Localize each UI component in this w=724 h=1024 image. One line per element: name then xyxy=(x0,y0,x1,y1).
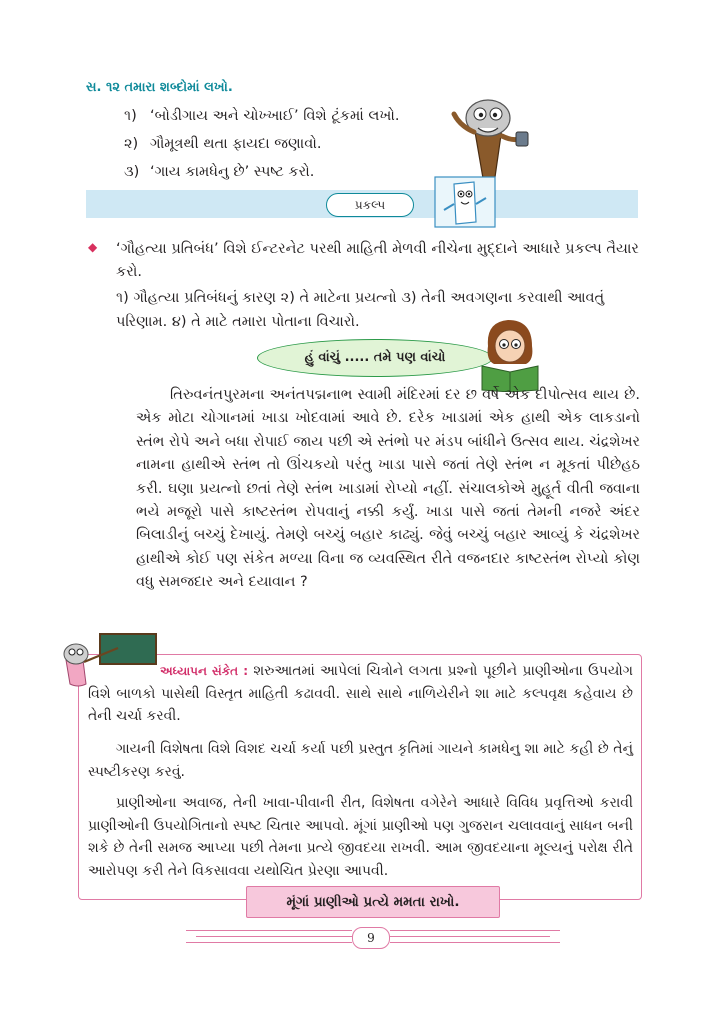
teacher-note-text: શરુઆતમાં આપેલાં ચિત્રોને લગતા પ્રશ્નો પૂછીને પ્રાણીઓના ઉપયોગ વિશે બાળકો પાસેથી વિસ્તૃત માહિતી કઢાવવી. સાથે સાથે નાળિયેરીને શા માટે કલ્પવૃક્ષ કહેવાય છે તેની ચર્ચા કરવી. xyxy=(88,663,634,725)
teacher-note-paragraph: પ્રાણીઓના અવાજ, તેની ખાવા-પીવાની રીત, વિશેષતા વગેરેને આધારે વિવિધ પ્રવૃત્તિઓ કરાવી પ્રાણીઓની ઉપયોગિતાનો સ્પષ્ટ ચિતાર આપવો. મૂંગાં પ્રાણીઓ પણ ગુજરાન ચલાવવાનું સાધન બની શકે છે તેની સમજ આપ્યા પછી તેમના પ્રત્યે જીવદયા રાખવી. આમ જીવદયાના મૂલ્યનું પરોક્ષ રીતે આરોપણ કરી તેને વિકસાવવા યથોચિત પ્રેરણા આપવી. xyxy=(88,795,633,879)
project-label: પ્રકલ્પ xyxy=(326,193,414,217)
teacher-note-label: અધ્યાપન સંકેત : xyxy=(160,664,249,678)
footer-rule xyxy=(390,936,550,937)
question-number: ૧) xyxy=(124,108,137,124)
diamond-bullet-icon: ◆ xyxy=(88,240,98,254)
paper-mascot-illustration xyxy=(434,176,496,228)
question-number: ૨) xyxy=(124,136,139,152)
question-text: ‘ગાય કામધેનુ છે’ સ્પષ્ટ કરો. xyxy=(150,164,315,180)
footer-rule xyxy=(186,930,352,931)
page-number: 9 xyxy=(352,927,390,949)
reading-banner: હું વાંચું ..... તમે પણ વાંચો xyxy=(257,339,493,377)
teacher-note-paragraph: ગાયની વિશેષતા વિશે વિશદ ચર્ચા કર્યા પછી પ્રસ્તુત કૃતિમાં ગાયને કામધેનુ શા માટે કહી છે તેનું સ્પષ્ટીકરણ કરવું. xyxy=(88,741,633,780)
question-item xyxy=(124,136,321,152)
footer-rule xyxy=(390,930,560,931)
question-item xyxy=(124,164,314,180)
story-text: તિરુવનંતપુરમના અનંતપદ્મનાભ સ્વામી મંદિરમાં દર છ વર્ષે એક દીપોત્સવ થાય છે. એક મોટા ચોગાનમાં ખાડા ખોદવામાં આવે છે. દરેક ખાડામાં એક હાથી એક લાકડાનો સ્તંભ રોપે અને બધા રોપાઈ જાય પછી એ સ્તંભો પર મંડપ બાંધીને ઉત્સવ થાય. ચંદ્રશેખર નામના હાથીએ સ્તંભ તો ઊંચકયો પરંતુ ખાડા પાસે જતાં તેણે સ્તંભ ન મૂકતાં પીછેહઠ કરી. ઘણા પ્રયત્નો છતાં તેણે સ્તંભ ખાડામાં રોપ્યો નહીં. સંચાલકોએ મુહૂર્ત વીતી જવાના ભયે મજૂરો પાસે કાષ્ટસ્તંભ રોપવાનું નક્કી કર્યું. ખાડા પાસે જતાં તેમની નજરે અંદર બિલાડીનું બચ્ચું દેખાયું. તેમણે બચ્ચું બહાર કાઢ્યું. જેવું બચ્ચું બહાર આવ્યું કે ચંદ્રશેખર હાથીએ કોઈ પણ સંકેત મળ્યા વિના જ વ્યવસ્થિત રીતે વજનદાર કાષ્ટસ્તંભ રોપ્યો કોણ વધુ સમજદાર અને દયાવાન ? xyxy=(136,387,640,591)
footer-rule xyxy=(390,942,560,943)
project-points: ૧) ગૌહત્યા પ્રતિબંધનું કારણ ૨) તે માટેના પ્રયત્નો ૩) તેની અવગણના કરવાથી આવતું પરિણામ. ૪) તે માટે તમારા પોતાના વિચારો. xyxy=(116,290,605,330)
footer-rule xyxy=(196,936,352,937)
question-heading: સ. ૧૨ તમારા શબ્દોમાં લખો. xyxy=(86,80,233,95)
question-item xyxy=(124,108,400,124)
motto-banner: મૂંગાં પ્રાણીઓ પ્રત્યે મમતા રાખો. xyxy=(246,886,500,918)
pen-mascot-illustration xyxy=(444,88,534,188)
question-number: ૩) xyxy=(124,164,140,180)
footer-rule xyxy=(186,942,352,943)
question-text: ‘બોડીગાય અને ચોખ્ખાઈ’ વિશે ટૂંકમાં લખો. xyxy=(150,108,400,124)
reading-girl-illustration xyxy=(478,316,544,392)
teacher-note-paragraph xyxy=(88,660,633,728)
project-instruction: ‘ગૌહત્યા પ્રતિબંધ’ વિશે ઈન્ટરનેટ પરથી માહિતી મેળવી નીચેના મુદ્દાને આધારે પ્રકલ્પ તૈયાર કરો. xyxy=(116,241,639,280)
question-text: ગૌમૂત્રથી થતા ફાયદા જણાવો. xyxy=(150,136,322,152)
